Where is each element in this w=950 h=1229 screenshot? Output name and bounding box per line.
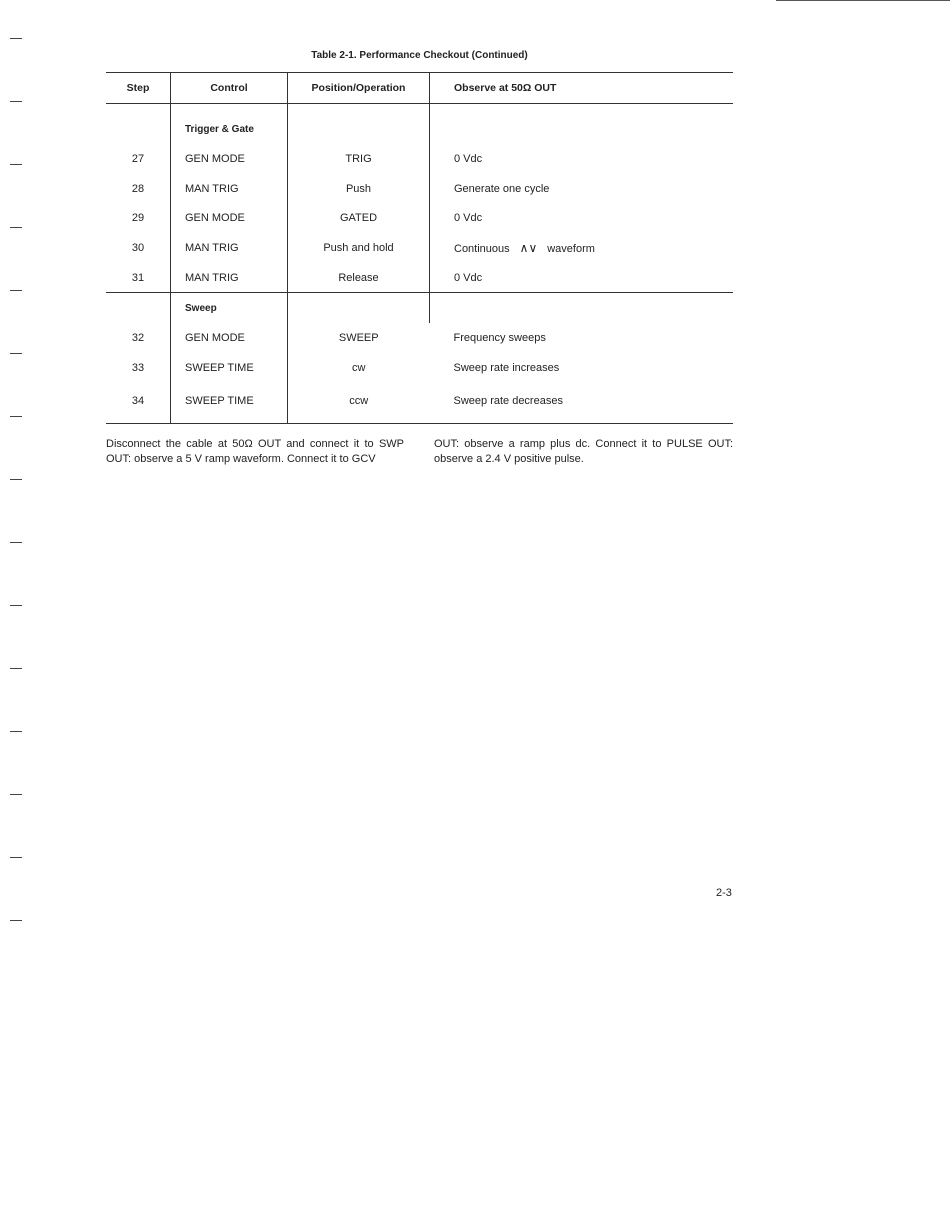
margin-tick <box>10 416 22 417</box>
table-row <box>106 203 733 233</box>
margin-tick <box>10 542 22 543</box>
table-row <box>106 353 733 383</box>
step-cell: 29 <box>131 212 145 225</box>
page-number: 2-3 <box>716 887 732 899</box>
position-cell: Push <box>288 174 430 204</box>
margin-tick <box>10 38 22 39</box>
group-row-sweep <box>106 293 733 323</box>
control-cell: SWEEP TIME <box>171 383 288 424</box>
step-cell: 28 <box>131 182 145 195</box>
table-row <box>106 174 733 204</box>
observe-cell: Generate one cycle <box>430 174 734 204</box>
position-cell: Release <box>288 263 430 293</box>
table-row <box>106 383 733 424</box>
group-label: Sweep <box>171 293 288 323</box>
margin-tick <box>10 101 22 102</box>
margin-tick <box>10 290 22 291</box>
margin-tick <box>10 353 22 354</box>
header-step: Step <box>106 73 171 104</box>
margin-tick <box>10 731 22 732</box>
position-cell: cw <box>288 353 430 383</box>
control-cell: SWEEP TIME <box>171 353 288 383</box>
control-cell: MAN TRIG <box>171 263 288 293</box>
step-cell: 32 <box>131 331 145 344</box>
margin-tick <box>10 227 22 228</box>
group-label: Trigger & Gate <box>171 104 288 145</box>
position-cell: GATED <box>288 203 430 233</box>
control-cell: MAN TRIG <box>171 233 288 263</box>
observe-text: Continuous <box>454 242 510 255</box>
position-cell: TRIG <box>288 144 430 174</box>
margin-tick <box>10 857 22 858</box>
table-row <box>106 233 733 263</box>
control-cell: MAN TRIG <box>171 174 288 204</box>
performance-checkout-table <box>106 72 733 424</box>
margin-tick <box>10 920 22 921</box>
table-title: Table 2-1. Performance Checkout (Continued) <box>311 50 528 61</box>
position-cell: ccw <box>288 383 430 424</box>
margin-tick <box>10 164 22 165</box>
observe-suffix: waveform <box>547 242 595 255</box>
step-cell: 31 <box>131 271 145 284</box>
table-header-row <box>106 73 733 104</box>
table-row <box>106 144 733 174</box>
margin-tick <box>10 479 22 480</box>
control-cell: GEN MODE <box>171 203 288 233</box>
table-row <box>106 263 733 293</box>
instruction-paragraph-right: OUT: observe a ramp plus dc. Connect it to PULSE OUT: observe a 2.4 V positive pulse. <box>434 438 733 465</box>
observe-cell: 0 Vdc <box>430 263 734 293</box>
triangle-waveform-icon: ∧∨ <box>519 240 538 255</box>
position-cell: SWEEP <box>288 323 430 353</box>
position-cell: Push and hold <box>288 233 430 263</box>
header-control: Control <box>171 73 288 104</box>
observe-cell: Sweep rate increases <box>453 361 560 374</box>
step-cell: 34 <box>106 383 171 424</box>
observe-cell: 0 Vdc <box>430 203 734 233</box>
step-cell: 27 <box>131 152 145 165</box>
observe-cell: Sweep rate decreases <box>430 383 734 424</box>
control-cell: GEN MODE <box>171 323 288 353</box>
margin-tick <box>10 605 22 606</box>
step-cell: 33 <box>131 361 145 374</box>
group-row-trigger-gate <box>106 104 733 145</box>
observe-cell <box>430 233 734 263</box>
observe-cell: Frequency sweeps <box>453 331 546 344</box>
header-observe: Observe at 50Ω OUT <box>430 73 734 104</box>
table-row <box>106 323 733 353</box>
control-cell: GEN MODE <box>171 144 288 174</box>
instruction-paragraph-left: Disconnect the cable at 50Ω OUT and connect it to SWP OUT: observe a 5 V ramp waveform. Connect it to GCV <box>106 438 404 465</box>
top-edge-rule <box>776 0 950 1</box>
observe-cell: 0 Vdc <box>430 144 734 174</box>
step-cell: 30 <box>131 241 145 254</box>
header-position: Position/Operation <box>288 73 430 104</box>
margin-tick <box>10 794 22 795</box>
margin-tick <box>10 668 22 669</box>
